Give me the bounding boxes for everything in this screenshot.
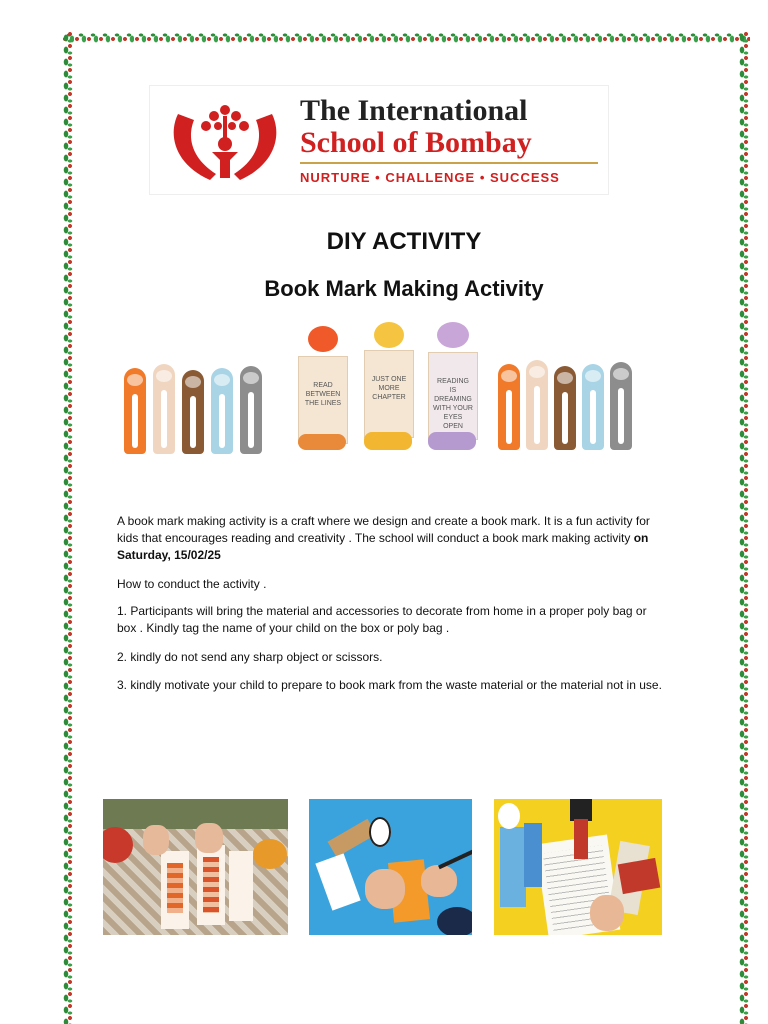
drawing-bookmark-photo	[309, 799, 472, 935]
school-logo	[150, 86, 608, 194]
logo-name-line1: The International	[300, 94, 528, 127]
page-title: DIY ACTIVITY	[326, 228, 482, 255]
purple-flower-icon	[437, 322, 469, 348]
yellow-flower-icon	[374, 322, 404, 348]
holly-border-top	[62, 31, 750, 43]
page-subtitle: Book Mark Making Activity	[264, 276, 544, 301]
intro-paragraph	[117, 513, 662, 564]
holly-border-left	[62, 31, 74, 1024]
fox-bookmark-icon	[498, 364, 520, 450]
intro-text: A book mark making activity is a craft where we design and create a book mark. It is a fun activity for kids that encourages reading and creativity . The school will conduct a book mark making activity	[117, 514, 650, 545]
step-1: 1. Participants will bring the material and accessories to decorate from home in a proper poly bag or box . Kindly tag the name of your child on the box or poly bag .	[117, 604, 647, 635]
floral-bookmark-1	[298, 356, 348, 444]
logo-name-line2: School of Bombay	[300, 126, 532, 159]
bookmark-text-3: READING IS DREAMING WITH YOUR EYES OPEN	[433, 378, 473, 430]
activity-date: on Saturday, 15/02/25	[117, 531, 649, 562]
hedgehog-bookmark-icon	[610, 362, 632, 450]
cat-bookmark-icon	[582, 364, 604, 450]
animal-bookmarks-photo	[494, 799, 662, 935]
logo-divider	[300, 162, 598, 164]
bunny-bookmark-icon	[153, 364, 175, 454]
cat-bookmark-icon	[211, 368, 233, 454]
flower-cluster-icon	[298, 434, 346, 450]
fox-bookmark-icon	[124, 368, 146, 454]
school-emblem-icon	[160, 94, 290, 186]
logo-tagline: NURTURE • CHALLENGE • SUCCESS	[300, 170, 560, 185]
holly-border-right	[738, 31, 750, 1024]
how-to-heading: How to conduct the activity .	[117, 577, 267, 591]
floral-bookmarks-center	[294, 320, 484, 454]
step-3: 3. kindly motivate your child to prepare to book mark from the waste material or the material not in use.	[117, 678, 662, 692]
bookmark-text-1: READ BETWEEN THE LINES	[304, 382, 342, 407]
animal-bookmarks-right	[498, 356, 644, 452]
bear-bookmark-icon	[554, 366, 576, 450]
flower-cluster-icon	[428, 432, 476, 450]
flower-cluster-icon	[364, 432, 412, 450]
floral-bookmark-2	[364, 350, 414, 438]
crafting-bookmarks-photo	[103, 799, 288, 935]
hedgehog-bookmark-icon	[240, 366, 262, 454]
bear-bookmark-icon	[182, 370, 204, 454]
bookmark-text-2: JUST ONE MORE CHAPTER	[371, 376, 407, 401]
floral-bookmark-3	[428, 352, 478, 440]
orange-flower-icon	[308, 326, 338, 352]
step-2: 2. kindly do not send any sharp object or scissors.	[117, 650, 383, 664]
bunny-bookmark-icon	[526, 360, 548, 450]
animal-bookmarks-left	[124, 360, 270, 456]
